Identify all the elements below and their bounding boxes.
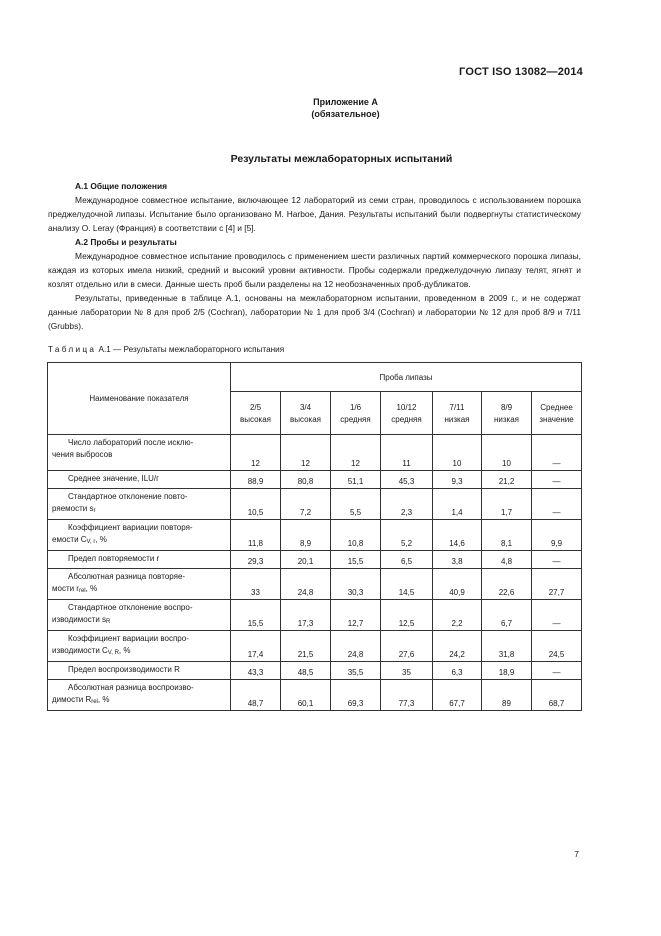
appendix-title: Приложение А — [313, 97, 378, 107]
table-caption-text: А.1 — Результаты межлабораторного испытания — [98, 345, 285, 354]
table-cell: — — [532, 435, 582, 471]
table-cell: 3,8 — [433, 551, 482, 569]
table-row — [48, 631, 582, 662]
table-cell: 6,7 — [482, 600, 532, 631]
table-row — [48, 471, 582, 489]
section-a1-heading: А.1 Общие положения — [75, 181, 168, 191]
table-cell: 24,5 — [532, 631, 582, 662]
section-a1-text: Международное совместное испытание, включающее 12 лабораторий из семи стран, проводилось с использованием порошка преджелудочной липазы. Испытание было организовано М. Harboe, Дания. Результаты испытаний были подвергнуты статистическому анализу О. Leray (Франция) в соответствии с [4] и [5]. — [48, 195, 581, 233]
section-a2-heading: А.2 Пробы и результаты — [75, 237, 177, 247]
column-header-line-2: средняя — [340, 415, 371, 424]
row-label-line-2: димости R — [52, 695, 92, 704]
table-cell: — — [532, 551, 582, 569]
table-cell: 89 — [482, 680, 532, 711]
row-label-line-1: Предел воспроизводимости R — [68, 665, 180, 674]
table-row — [48, 435, 582, 471]
table-cell: 22,6 — [482, 569, 532, 600]
row-label — [48, 551, 231, 569]
table-cell: 24,2 — [433, 631, 482, 662]
table-cell: 51,1 — [331, 471, 381, 489]
row-label-line-1: Число лабораторий после исклю- — [68, 438, 194, 447]
row-label-subscript: V, R — [107, 650, 119, 656]
row-label-subscript: r — [93, 508, 96, 514]
column-header-line-1: 1/6 — [349, 403, 362, 412]
section-a2-text-2: Результаты, приведенные в таблице А.1, основаны на межлабораторном испытании, проведенном в 2009 г., и не содержат данные лаборатории № 8 для проб 2/5 (Cochran), лаборатории № 1 для проб 3/4 (Cochran) и лаборатории № 12 для проб 8/9 и 7/11 (Grubbs). — [48, 293, 581, 331]
table-body — [48, 435, 582, 711]
column-header-name: Наименование показателя — [48, 363, 231, 435]
row-label-line-1: Предел повторяемости r — [68, 554, 160, 563]
table-cell: 9,3 — [433, 471, 482, 489]
row-label-subscript: rel — [78, 588, 86, 594]
table-cell: 5,5 — [331, 489, 381, 520]
table-cell: 68,7 — [532, 680, 582, 711]
section-a1 — [48, 179, 581, 333]
table-cell: 12,7 — [331, 600, 381, 631]
table-cell: 10,8 — [331, 520, 381, 551]
table-cell: — — [532, 662, 582, 680]
table-cell: 18,9 — [482, 662, 532, 680]
table-row — [48, 520, 582, 551]
table-cell: 1,7 — [482, 489, 532, 520]
table-row — [48, 551, 582, 569]
row-label-line-2: чения выбросов — [52, 450, 113, 459]
table-cell: 14,6 — [433, 520, 482, 551]
row-label — [48, 680, 231, 711]
table-cell: 20,1 — [281, 551, 331, 569]
table-cell: 17,4 — [231, 631, 281, 662]
table-row — [48, 600, 582, 631]
table-cell: 67,7 — [433, 680, 482, 711]
table-row — [48, 662, 582, 680]
table-cell: 80,8 — [281, 471, 331, 489]
main-title: Результаты межлабораторных испытаний — [230, 153, 453, 165]
row-label-unit: , % — [85, 584, 98, 593]
row-label-unit: , % — [118, 646, 131, 655]
table-cell: 11,8 — [231, 520, 281, 551]
table-row — [48, 489, 582, 520]
row-label — [48, 520, 231, 551]
column-header-line-1: 3/4 — [299, 403, 312, 412]
table-cell: 30,3 — [331, 569, 381, 600]
column-header-line-2: высокая — [290, 415, 321, 424]
table-cell: 5,2 — [381, 520, 433, 551]
row-label — [48, 662, 231, 680]
column-header-line-1: 2/5 — [249, 403, 262, 412]
column-header-sample-0 — [231, 392, 281, 435]
table-cell: 69,3 — [331, 680, 381, 711]
column-header-sample-6 — [532, 392, 582, 435]
table-cell: 14,5 — [381, 569, 433, 600]
row-label-subscript: rel — [91, 699, 98, 705]
row-label — [48, 471, 231, 489]
column-header-line-1: 8/9 — [500, 403, 513, 412]
table-caption-word: Таблица — [48, 345, 97, 354]
table-cell: 88,9 — [231, 471, 281, 489]
row-label-line-1: Среднее значение, ILU/г — [68, 474, 160, 483]
row-label-line-1: Стандартное отклонение повто- — [68, 492, 188, 501]
table-cell: 6,3 — [433, 662, 482, 680]
row-label — [48, 435, 231, 471]
table-cell: 9,9 — [532, 520, 582, 551]
section-a2-text-1: Международное совместное испытание проводилось с применением шести различных партий коммерческого порошка липазы, каждая из которых имела низкий, средний и высокий уровни активности. Пробы содержали преджелудочную липазу телят, ягнят и козлят отдельно или в смеси. Данные шесть проб были разделены на 12 необозначенных проб-дубликатов. — [48, 251, 581, 289]
table-cell: 15,5 — [331, 551, 381, 569]
column-header-line-1: 10/12 — [396, 403, 417, 412]
table-cell: — — [532, 471, 582, 489]
table-cell: 21,5 — [281, 631, 331, 662]
column-header-sample: Проба липазы — [231, 363, 582, 392]
column-header-sample-3 — [381, 392, 433, 435]
column-header-sample-2 — [331, 392, 381, 435]
table-cell: 60,1 — [281, 680, 331, 711]
table-cell: 10 — [482, 435, 532, 471]
document-code: ГОСТ ISO 13082—2014 — [459, 66, 583, 78]
row-label-unit: , % — [95, 535, 107, 544]
table-cell: 21,2 — [482, 471, 532, 489]
table-cell: 48,5 — [281, 662, 331, 680]
table-cell: 27,6 — [381, 631, 433, 662]
row-label-line-1: Коэффициент вариации воспро- — [68, 634, 189, 643]
column-header-line-2: значение — [539, 415, 574, 424]
row-label — [48, 600, 231, 631]
appendix-subtitle: (обязательное) — [311, 109, 380, 119]
table-cell: 24,8 — [331, 631, 381, 662]
table-cell: 4,8 — [482, 551, 532, 569]
row-label-line-1: Коэффициент вариации повторя- — [68, 523, 193, 532]
row-label-line-2: мости r — [52, 584, 79, 593]
column-header-sample-4 — [433, 392, 482, 435]
table-cell: 33 — [231, 569, 281, 600]
table-cell: 17,3 — [281, 600, 331, 631]
table-cell: 48,7 — [231, 680, 281, 711]
table-cell: 1,4 — [433, 489, 482, 520]
table-cell: 45,3 — [381, 471, 433, 489]
row-label-line-1: Стандартное отклонение воспро- — [68, 603, 193, 612]
table-cell: 10,5 — [231, 489, 281, 520]
row-label-line-1: Абсолютная разница воспроизво- — [68, 683, 194, 692]
table-cell: — — [532, 600, 582, 631]
column-header-line-2: средняя — [391, 415, 422, 424]
row-label-subscript: R — [106, 619, 111, 625]
table-cell: 35 — [381, 662, 433, 680]
column-header-sample-1 — [281, 392, 331, 435]
column-header-line-2: высокая — [240, 415, 271, 424]
column-header-line-2: низкая — [444, 415, 470, 424]
row-label-line-1: Абсолютная разница повторяе- — [68, 572, 186, 581]
table-cell: 31,8 — [482, 631, 532, 662]
table-row — [48, 680, 582, 711]
row-label — [48, 569, 231, 600]
table-cell: 40,9 — [433, 569, 482, 600]
table-cell: 12 — [281, 435, 331, 471]
appendix-heading — [0, 96, 661, 120]
page-number: 7 — [574, 849, 579, 859]
row-label-line-2: изводимости s — [52, 615, 107, 624]
table-cell: 6,5 — [381, 551, 433, 569]
table-cell: 29,3 — [231, 551, 281, 569]
row-label-line-2: емости C — [52, 535, 87, 544]
table-cell: 2,3 — [381, 489, 433, 520]
column-header-line-1: 7/11 — [449, 403, 465, 412]
table-cell: 11 — [381, 435, 433, 471]
table-cell: 8,9 — [281, 520, 331, 551]
table-row — [48, 569, 582, 600]
table-cell: 12 — [331, 435, 381, 471]
table-cell: 24,8 — [281, 569, 331, 600]
row-label-unit: , % — [97, 695, 110, 704]
table-cell: 10 — [433, 435, 482, 471]
table-cell: 7,2 — [281, 489, 331, 520]
table-cell: 12 — [231, 435, 281, 471]
row-label-line-2: изводимости C — [52, 646, 108, 655]
table-cell: 2,2 — [433, 600, 482, 631]
row-label-subscript: V, r — [86, 539, 96, 545]
table-cell: 77,3 — [381, 680, 433, 711]
row-label — [48, 489, 231, 520]
table-caption — [48, 345, 284, 354]
column-header-line-1: Среднее — [540, 403, 573, 412]
column-header-sample-5 — [482, 392, 532, 435]
table-cell: 27,7 — [532, 569, 582, 600]
row-label — [48, 631, 231, 662]
table-cell: 12,5 — [381, 600, 433, 631]
table-cell: 43,3 — [231, 662, 281, 680]
table-cell: 15,5 — [231, 600, 281, 631]
row-label-line-2: ряемости s — [52, 504, 94, 513]
table-cell: 35,5 — [331, 662, 381, 680]
results-table — [47, 362, 582, 711]
table-cell: 8,1 — [482, 520, 532, 551]
column-header-line-2: низкая — [493, 415, 519, 424]
table-cell: — — [532, 489, 582, 520]
